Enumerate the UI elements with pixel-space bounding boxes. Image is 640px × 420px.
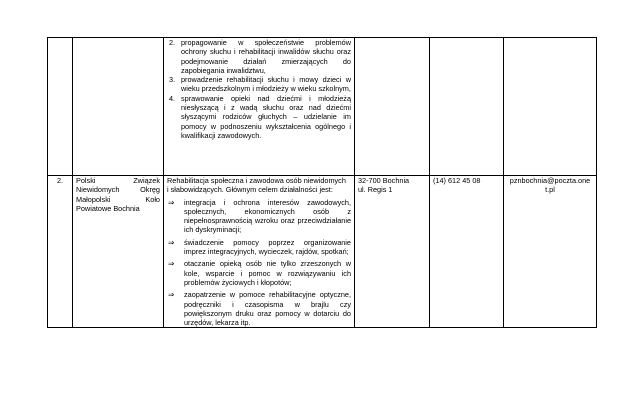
list-item: ⇒ świadczenie pomocy poprzez organizowanie imprez integracyjnych, wycieczek, rajdów, spotkań; [168, 237, 351, 257]
arrow-icon: ⇒ [168, 237, 175, 247]
list-item: 4. sprawowanie opieki nad dziećmi i młodzieżą niesłyszącą i z wadą słuchu oraz nad dziećmi słyszącymi rodziców głuchych – udzielanie im pomocy w podnoszeniu wykształcenia ogólnego i kwalifikacji zawodowych. [169, 93, 351, 140]
list-item: ⇒ integracja i ochrona interesów zawodowych, społecznych, ekonomicznych osób z niepełnosprawnością wzroku oraz przeciwdziałanie ich dyskryminacji; [168, 197, 351, 235]
number-cell [48, 38, 73, 176]
description-intro: Rehabilitacja społeczna i zawodowa osób niewidomych [167, 176, 346, 185]
email-cell: pznbochnia@poczta.one t.pl [504, 176, 597, 328]
description-intro: i słabowidzących. Głównym celem działalności jest: [167, 185, 333, 195]
goals-list [167, 198, 351, 328]
table-row [48, 38, 597, 176]
arrow-icon: ⇒ [168, 197, 175, 207]
arrow-icon: ⇒ [168, 290, 175, 300]
list-item: ⇒ otaczanie opieką osób nie tylko zrzeszonych w kole, wsparcie i pomoc w rozwiązywaniu ich problemów życiowych i kłopotów; [168, 259, 351, 287]
email-cell [504, 38, 597, 176]
goals-list [167, 38, 351, 140]
organizations-table [47, 37, 597, 328]
list-item: 2. propagowanie w społeczeństwie problemów ochrony słuchu i rehabilitacji inwalidów słuchu oraz podejmowanie działań zmierzających do zapobiegania inwalidztwu, [169, 38, 351, 75]
number-cell: 2. [48, 176, 73, 328]
description-cell [164, 38, 355, 176]
arrow-icon: ⇒ [168, 259, 175, 269]
table-row [48, 176, 597, 328]
name-cell: Polski Związek Niewidomych Okręg Małopolski Koło Powiatowe Bochnia [73, 176, 164, 328]
address-cell [355, 38, 430, 176]
address-cell: 32-700 Bochnia ul. Regis 1 [355, 176, 430, 328]
email-link[interactable]: pznbochnia@poczta.one [509, 176, 591, 185]
name-cell [73, 38, 164, 176]
list-item: ⇒ zaopatrzenie w pomoce rehabilitacyjne optyczne, podręczniki i czasopisma w brajlu czy powiększonym druku oraz pomocy w dotarciu do urzędów, lekarza itp. [168, 290, 351, 328]
list-item: 3. prowadzenie rehabilitacji słuchu i mowy dzieci w wieku przedszkolnym i młodzieży w wieku szkolnym, [169, 75, 351, 94]
description-cell [164, 176, 355, 328]
phone-cell [430, 38, 504, 176]
phone-cell: (14) 612 45 08 [430, 176, 504, 328]
